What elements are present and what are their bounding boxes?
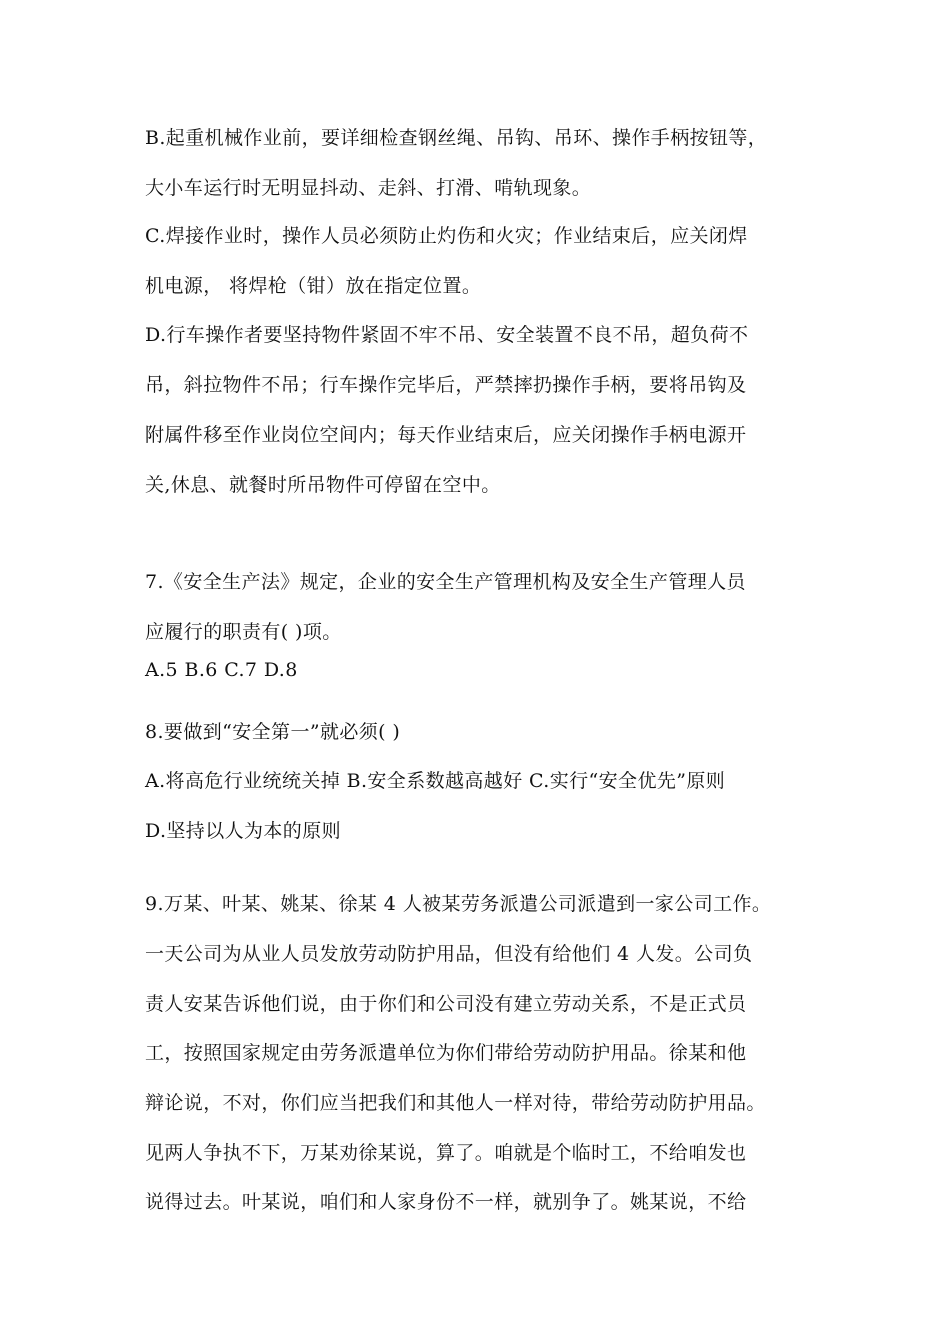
question-8: 8.要做到“安全第一”就必须( ) [145, 721, 401, 743]
option-d-line-1: D.行车操作者要坚持物件紧固不牢不吊、安全装置不良不吊，超负荷不 [145, 324, 749, 346]
question-7-options: A.5 B.6 C.7 D.8 [145, 659, 298, 681]
option-d-line-3: 附属件移至作业岗位空间内；每天作业结束后，应关闭操作手柄电源开 [145, 424, 747, 446]
option-c-line-1: C.焊接作业时，操作人员必须防止灼伤和火灾；作业结束后，应关闭焊 [145, 225, 748, 247]
option-d-line-4: 关,休息、就餐时所吊物件可停留在空中。 [145, 474, 501, 496]
option-b-line-2: 大小车运行时无明显抖动、走斜、打滑、啃轨现象。 [145, 177, 592, 199]
question-9-line-4: 工，按照国家规定由劳务派遣单位为你们带给劳动防护用品。徐某和他 [145, 1042, 747, 1064]
option-b-line-1: B.起重机械作业前，要详细检查钢丝绳、吊钩、吊环、操作手柄按钮等， [145, 127, 768, 149]
question-9-line-7: 说得过去。叶某说，咱们和人家身份不一样，就别争了。姚某说，不给 [145, 1191, 747, 1213]
question-8-options-line-2: D.坚持以人为本的原则 [145, 820, 341, 842]
question-9-line-1: 9.万某、叶某、姚某、徐某 4 人被某劳务派遣公司派遣到一家公司工作。 [145, 893, 772, 915]
question-9-line-5: 辩论说，不对，你们应当把我们和其他人一样对待，带给劳动防护用品。 [145, 1092, 766, 1114]
question-7-line-2: 应履行的职责有( )项。 [145, 621, 342, 643]
question-9-line-3: 责人安某告诉他们说，由于你们和公司没有建立劳动关系，不是正式员 [145, 993, 747, 1015]
question-9-line-2: 一天公司为从业人员发放劳动防护用品，但没有给他们 4 人发。公司负 [145, 943, 753, 965]
question-9-line-6: 见两人争执不下，万某劝徐某说，算了。咱就是个临时工，不给咱发也 [145, 1142, 747, 1164]
option-d-line-2: 吊，斜拉物件不吊；行车操作完毕后，严禁摔扔操作手柄，要将吊钩及 [145, 374, 747, 396]
question-8-options-line-1: A.将高危行业统统关掉 B.安全系数越高越好 C.实行“安全优先”原则 [145, 770, 726, 792]
question-7-line-1: 7.《安全生产法》规定，企业的安全生产管理机构及安全生产管理人员 [145, 571, 746, 593]
option-c-line-2: 机电源， 将焊枪（钳）放在指定位置。 [145, 275, 482, 297]
